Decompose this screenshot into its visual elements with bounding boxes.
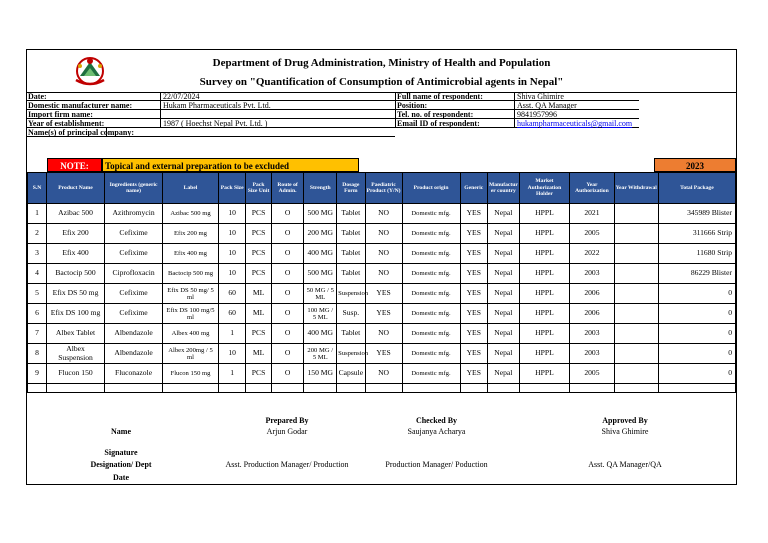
respondent-name-label: Full name of respondent: xyxy=(395,92,514,101)
col-header: Paediatric Product (Y/N) xyxy=(365,173,402,204)
table-cell: 9 xyxy=(28,364,47,384)
col-header: Pack Size xyxy=(218,173,245,204)
table-cell: Cefixime xyxy=(105,284,163,304)
table-cell: Efix DS 50 mg/ 5 ml xyxy=(163,284,219,304)
table-cell: Albex Suspension xyxy=(46,344,104,364)
table-cell: 0 xyxy=(658,364,735,384)
table-row xyxy=(28,304,736,324)
designation-label: Designation/ Dept xyxy=(90,460,152,469)
table-cell: Bactocip 500 mg xyxy=(163,264,219,284)
table-cell: YES xyxy=(460,324,487,344)
table-cell: YES xyxy=(460,224,487,244)
table-cell xyxy=(460,384,487,393)
table-cell: Azithromycin xyxy=(105,204,163,224)
table-cell xyxy=(570,384,614,393)
table-cell: 345989 Blister xyxy=(658,204,735,224)
table-cell: Azibac 500 mg xyxy=(163,204,219,224)
table-cell: 10 xyxy=(218,264,245,284)
position-value: Asst. QA Manager xyxy=(514,101,639,110)
col-header: Pack Size Unit xyxy=(246,173,271,204)
table-cell xyxy=(304,384,337,393)
table-cell: 100 MG / 5 ML xyxy=(304,304,337,324)
survey-form xyxy=(26,49,737,485)
table-cell: Albex 400 mg xyxy=(163,324,219,344)
col-header: Total Package xyxy=(658,173,735,204)
col-header: Dosage Form xyxy=(337,173,365,204)
table-cell: 2003 xyxy=(570,324,614,344)
table-cell: Domestic mfg. xyxy=(402,364,460,384)
table-cell: Domestic mfg. xyxy=(402,284,460,304)
table-cell: HPPL xyxy=(519,204,570,224)
table-cell xyxy=(365,384,402,393)
table-cell xyxy=(614,344,658,364)
col-header: S.N xyxy=(28,173,47,204)
table-cell: HPPL xyxy=(519,244,570,264)
table-cell: Flucon 150 xyxy=(46,364,104,384)
table-cell: YES xyxy=(365,304,402,324)
approved-designation: Asst. QA Manager/QA xyxy=(588,460,662,469)
table-cell: Efix DS 50 mg xyxy=(46,284,104,304)
principal-company-value xyxy=(107,128,395,137)
table-cell: YES xyxy=(460,244,487,264)
table-cell: PCS xyxy=(246,324,271,344)
col-header: Label xyxy=(163,173,219,204)
form-subtitle: Survey on "Quantification of Consumption of Antimicrobial agents in Nepal" xyxy=(199,76,564,88)
table-cell: YES xyxy=(460,284,487,304)
table-cell: Nepal xyxy=(487,284,519,304)
product-rows xyxy=(28,204,736,393)
table-cell: 1 xyxy=(218,364,245,384)
table-cell: O xyxy=(271,324,304,344)
table-cell: Nepal xyxy=(487,344,519,364)
table-cell: Domestic mfg. xyxy=(402,224,460,244)
table-cell: NO xyxy=(365,264,402,284)
table-cell xyxy=(614,304,658,324)
note-label: NOTE: xyxy=(47,158,102,172)
table-cell: Nepal xyxy=(487,224,519,244)
table-cell: NO xyxy=(365,244,402,264)
table-cell: Efix DS 100 mg xyxy=(46,304,104,324)
prepared-by-label: Prepared By xyxy=(265,416,309,425)
table-cell: Cefixime xyxy=(105,304,163,324)
establishment-label: Year of establishment: xyxy=(27,119,160,128)
table-cell: O xyxy=(271,224,304,244)
table-cell: Tablet xyxy=(337,244,365,264)
table-cell: Cefixime xyxy=(105,244,163,264)
table-row xyxy=(28,204,736,224)
table-cell: Albex Tablet xyxy=(46,324,104,344)
table-cell: Nepal xyxy=(487,364,519,384)
table-cell: 0 xyxy=(658,284,735,304)
table-cell: 6 xyxy=(28,304,47,324)
table-cell: YES xyxy=(460,204,487,224)
note-text: Topical and external preparation to be excluded xyxy=(102,158,359,172)
table-row xyxy=(28,264,736,284)
table-cell: Nepal xyxy=(487,204,519,224)
col-header: Strength xyxy=(304,173,337,204)
date-label: Date: xyxy=(27,92,160,101)
table-cell: Bactocip 500 xyxy=(46,264,104,284)
table-cell: PCS xyxy=(246,244,271,264)
table-cell: PCS xyxy=(246,264,271,284)
establishment-value: 1987 ( Hoechst Nepal Pvt. Ltd. ) xyxy=(160,119,395,128)
table-cell: Domestic mfg. xyxy=(402,244,460,264)
table-cell: YES xyxy=(365,284,402,304)
date-value: 22/07/2024 xyxy=(160,92,395,101)
table-cell: Efix 400 xyxy=(46,244,104,264)
table-cell: 11680 Strip xyxy=(658,244,735,264)
table-cell: 2006 xyxy=(570,304,614,324)
table-cell: 4 xyxy=(28,264,47,284)
prepared-designation: Asst. Production Manager/ Production xyxy=(225,460,349,469)
table-cell: 7 xyxy=(28,324,47,344)
table-row xyxy=(28,224,736,244)
table-cell: ML xyxy=(246,304,271,324)
checked-by-label: Checked By xyxy=(415,416,458,425)
table-cell: YES xyxy=(460,304,487,324)
table-row xyxy=(28,284,736,304)
table-cell: 86229 Blister xyxy=(658,264,735,284)
survey-year: 2023 xyxy=(654,158,736,172)
table-cell: 60 xyxy=(218,304,245,324)
table-cell xyxy=(614,224,658,244)
table-cell: Suspension xyxy=(337,284,365,304)
table-cell: 2021 xyxy=(570,204,614,224)
table-cell: 2006 xyxy=(570,284,614,304)
table-cell xyxy=(658,384,735,393)
table-cell: 10 xyxy=(218,244,245,264)
table-cell: HPPL xyxy=(519,284,570,304)
table-cell: 500 MG xyxy=(304,204,337,224)
table-cell: Nepal xyxy=(487,244,519,264)
form-header xyxy=(27,50,736,93)
table-cell xyxy=(487,384,519,393)
table-cell xyxy=(218,384,245,393)
table-cell: Albendazole xyxy=(105,344,163,364)
table-cell: NO xyxy=(365,324,402,344)
prepared-name: Arjun Godar xyxy=(266,427,308,436)
table-cell: Domestic mfg. xyxy=(402,264,460,284)
table-cell: NO xyxy=(365,204,402,224)
table-cell: PCS xyxy=(246,204,271,224)
empty-row xyxy=(28,384,736,393)
table-row xyxy=(28,324,736,344)
table-cell: Domestic mfg. xyxy=(402,344,460,364)
table-cell: Efix 400 mg xyxy=(163,244,219,264)
table-cell xyxy=(337,384,365,393)
table-cell: Albex 200mg / 5 ml xyxy=(163,344,219,364)
table-cell xyxy=(246,384,271,393)
table-cell xyxy=(402,384,460,393)
table-row xyxy=(28,244,736,264)
table-cell: Efix 200 xyxy=(46,224,104,244)
table-cell: Tablet xyxy=(337,204,365,224)
table-cell: Cefixime xyxy=(105,224,163,244)
table-row xyxy=(28,364,736,384)
table-cell xyxy=(614,364,658,384)
table-cell: 2003 xyxy=(570,344,614,364)
table-cell: 10 xyxy=(218,204,245,224)
table-cell: NO xyxy=(365,224,402,244)
table-cell xyxy=(614,244,658,264)
table-cell: Efix 200 mg xyxy=(163,224,219,244)
col-header: Market Authorization Holder xyxy=(519,173,570,204)
table-row xyxy=(28,344,736,364)
table-cell: HPPL xyxy=(519,344,570,364)
table-cell: 2005 xyxy=(570,364,614,384)
table-cell: HPPL xyxy=(519,264,570,284)
table-cell: YES xyxy=(365,344,402,364)
table-cell: Capsule xyxy=(337,364,365,384)
table-cell: O xyxy=(271,364,304,384)
approved-by-label: Approved By xyxy=(602,416,648,425)
table-cell: Flucon 150 mg xyxy=(163,364,219,384)
table-cell: 150 MG xyxy=(304,364,337,384)
table-cell xyxy=(519,384,570,393)
table-cell: 60 xyxy=(218,284,245,304)
table-cell: PCS xyxy=(246,364,271,384)
table-cell: HPPL xyxy=(519,364,570,384)
table-cell: 400 MG xyxy=(304,324,337,344)
tel-label: Tel. no. of respondent: xyxy=(395,110,514,119)
table-cell: 5 xyxy=(28,284,47,304)
table-cell: Domestic mfg. xyxy=(402,324,460,344)
table-cell: 400 MG xyxy=(304,244,337,264)
table-cell: YES xyxy=(460,364,487,384)
table-cell: 0 xyxy=(658,304,735,324)
name-label: Name xyxy=(111,427,131,436)
col-header: Generic xyxy=(460,173,487,204)
table-cell xyxy=(46,384,104,393)
table-cell: Efix DS 100 mg/5 ml xyxy=(163,304,219,324)
table-cell: O xyxy=(271,264,304,284)
table-cell: Azibac 500 xyxy=(46,204,104,224)
table-cell: Albendazole xyxy=(105,324,163,344)
position-label: Position: xyxy=(395,101,514,110)
col-header: Year Withdrawal xyxy=(614,173,658,204)
respondent-name-value: Shiva Ghimire xyxy=(514,92,639,101)
manufacturer-value: Hukam Pharmaceuticals Pvt. Ltd. xyxy=(160,101,395,110)
approved-name: Shiva Ghimire xyxy=(601,427,649,436)
table-cell: HPPL xyxy=(519,304,570,324)
table-cell xyxy=(271,384,304,393)
table-cell: 2005 xyxy=(570,224,614,244)
table-cell xyxy=(614,384,658,393)
table-cell: 0 xyxy=(658,344,735,364)
table-cell: Ciprofloxacin xyxy=(105,264,163,284)
table-cell: O xyxy=(271,204,304,224)
table-cell xyxy=(28,384,47,393)
table-cell: Susp. xyxy=(337,304,365,324)
table-cell: Fluconazole xyxy=(105,364,163,384)
col-header: Route of Admin. xyxy=(271,173,304,204)
table-cell: 1 xyxy=(28,204,47,224)
date-row-label: Date xyxy=(113,473,129,482)
col-header: Product Name xyxy=(46,173,104,204)
table-cell: O xyxy=(271,284,304,304)
product-table xyxy=(27,172,736,393)
signoff-section xyxy=(27,411,736,485)
table-cell xyxy=(163,384,219,393)
table-cell: Suspension xyxy=(337,344,365,364)
table-cell: YES xyxy=(460,344,487,364)
note-row xyxy=(27,158,736,172)
table-cell xyxy=(614,264,658,284)
col-header: Ingredients (generic name) xyxy=(105,173,163,204)
table-header xyxy=(28,173,736,204)
table-cell: 3 xyxy=(28,244,47,264)
email-label: Email ID of respondent: xyxy=(395,119,514,128)
table-cell: 10 xyxy=(218,344,245,364)
table-cell xyxy=(614,284,658,304)
table-cell: 2 xyxy=(28,224,47,244)
manufacturer-label: Domestic manufacturer name: xyxy=(27,101,160,110)
table-cell: ML xyxy=(246,284,271,304)
tel-value: 9841957996 xyxy=(514,110,639,119)
table-cell: 2003 xyxy=(570,264,614,284)
table-cell: Tablet xyxy=(337,224,365,244)
table-cell: HPPL xyxy=(519,324,570,344)
email-link[interactable]: hukampharmaceuticals@gmail.com xyxy=(514,119,639,128)
table-cell: 0 xyxy=(658,324,735,344)
table-cell: Nepal xyxy=(487,324,519,344)
form-title: Department of Drug Administration, Ministry of Health and Population xyxy=(212,57,551,69)
table-cell: Tablet xyxy=(337,264,365,284)
table-cell: O xyxy=(271,244,304,264)
col-header: Product origin xyxy=(402,173,460,204)
col-header: Year Authorization xyxy=(570,173,614,204)
col-header: Manufactur er country xyxy=(487,173,519,204)
checked-name: Saujanya Acharya xyxy=(407,427,466,436)
table-cell: Domestic mfg. xyxy=(402,304,460,324)
signature-label: Signature xyxy=(104,448,138,457)
table-cell: NO xyxy=(365,364,402,384)
table-cell: O xyxy=(271,344,304,364)
principal-company-label: Name(s) of principal company: xyxy=(28,128,134,137)
table-cell: Nepal xyxy=(487,264,519,284)
table-cell: 2022 xyxy=(570,244,614,264)
table-cell: 50 MG / 5 ML xyxy=(304,284,337,304)
table-cell xyxy=(105,384,163,393)
table-cell: 10 xyxy=(218,224,245,244)
table-cell: Nepal xyxy=(487,304,519,324)
table-cell: 200 MG xyxy=(304,224,337,244)
table-cell: ML xyxy=(246,344,271,364)
table-cell: HPPL xyxy=(519,224,570,244)
table-cell: 311666 Strip xyxy=(658,224,735,244)
table-cell: PCS xyxy=(246,224,271,244)
table-cell: Domestic mfg. xyxy=(402,204,460,224)
import-firm-value xyxy=(160,110,395,119)
table-cell: 1 xyxy=(218,324,245,344)
table-cell: YES xyxy=(460,264,487,284)
table-cell: 200 MG / 5 ML xyxy=(304,344,337,364)
table-cell xyxy=(614,204,658,224)
table-cell: 8 xyxy=(28,344,47,364)
table-cell xyxy=(614,324,658,344)
table-cell: O xyxy=(271,304,304,324)
table-cell: 500 MG xyxy=(304,264,337,284)
checked-designation: Production Manager/ Poduction xyxy=(385,460,488,469)
table-cell: Tablet xyxy=(337,324,365,344)
import-firm-label: Import firm name: xyxy=(27,110,160,119)
